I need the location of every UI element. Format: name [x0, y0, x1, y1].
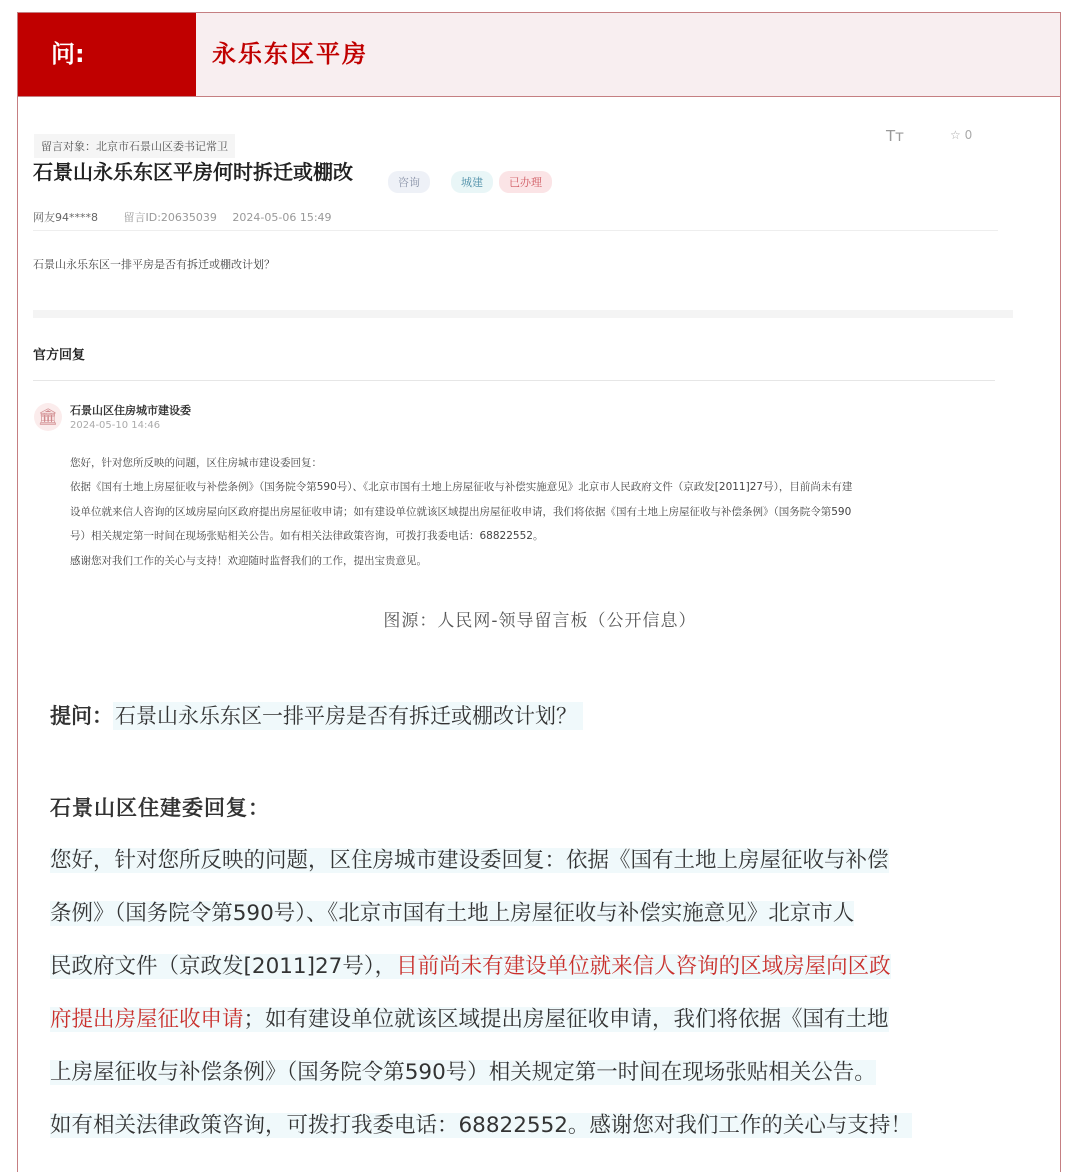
- favorite-button[interactable]: [950, 128, 972, 142]
- reply-body-text: ；如有建设单位就该区域提出房屋征收申请，我们将依据《国有土地: [243, 1007, 889, 1032]
- reply-highlight-text: 府提出房屋征收申请: [50, 1007, 244, 1032]
- favorite-count: 0: [964, 128, 973, 142]
- reply-body-line: [50, 940, 1030, 993]
- reply-body-text: 民政府文件（京政发[2011]27号），: [50, 954, 397, 979]
- question-quote: [50, 700, 583, 730]
- reply-body-text: 上房屋征收与补偿条例》（国务院令第590号）相关规定第一时间在现场张贴相关公告。: [50, 1060, 876, 1085]
- question-topic: 永乐东区平房: [196, 13, 1060, 96]
- divider: [33, 380, 995, 381]
- reply-line: 依据《国有土地上房屋征收与补偿条例》（国务院令第590号）、《北京市国有土地上房屋征收与补偿实施意见》北京市人民政府文件（京政发[2011]27号），目前尚未有建: [70, 481, 853, 494]
- tag-consult: 咨询: [388, 171, 430, 193]
- reply-body: [50, 834, 1030, 1152]
- reply-body-text: 您好，针对您所反映的问题，区住房城市建设委回复：依据《国有土地上房屋征收与补偿: [50, 848, 889, 873]
- message-meta: [33, 209, 332, 225]
- divider: [33, 230, 998, 231]
- reply-line: 感谢您对我们工作的关心与支持！欢迎随时监督我们的工作，提出宝贵意见。: [70, 554, 427, 567]
- font-size-icon[interactable]: Tт: [886, 127, 904, 145]
- reply-highlight-text: 目前尚未有建设单位就来信人咨询的区域房屋向区政: [396, 954, 891, 979]
- message-title: 石景山永乐东区平房何时拆迁或棚改: [33, 160, 353, 184]
- reply-body-line: [50, 993, 1030, 1046]
- reply-body-line: [50, 1099, 1030, 1152]
- question-header: [18, 13, 1060, 97]
- official-reply-text: [70, 451, 1005, 573]
- tag-status-handled: 已办理: [499, 171, 552, 193]
- message-user: 网友94****8: [33, 211, 98, 224]
- reply-time: 2024-05-10 14:46: [70, 420, 161, 431]
- section-separator: [33, 310, 1013, 318]
- question-quote-label: 提问：: [50, 704, 113, 728]
- question-label: 问:: [18, 13, 196, 96]
- reply-line: 设单位就来信人咨询的区域房屋向区政府提出房屋征收申请；如有建设单位就该区域提出房屋征收申请，我们将依据《国有土地上房屋征收与补偿条例》（国务院令第590: [70, 505, 852, 518]
- message-date: 2024-05-06 15:49: [232, 211, 332, 224]
- question-quote-text: 石景山永乐东区一排平房是否有拆迁或棚改计划？: [113, 702, 583, 730]
- reply-body-line: [50, 1046, 1030, 1099]
- government-building-icon: 🏛: [34, 403, 62, 431]
- reply-heading: 石景山区住建委回复：: [50, 796, 270, 820]
- message-id: 留言ID:20635039: [123, 211, 217, 224]
- reply-organization: 石景山区住房城市建设委: [70, 404, 191, 417]
- reply-line: 号）相关规定第一时间在现场张贴相关公告。如有相关法律政策咨询，可拨打我委电话：68822552。: [70, 530, 544, 543]
- reply-body-line: [50, 834, 1030, 887]
- tag-urban-construction: 城建: [451, 171, 493, 193]
- message-target: 留言对象：北京市石景山区委书记常卫: [34, 134, 235, 158]
- reply-body-text: 如有相关法律政策咨询，可拨打我委电话：68822552。感谢您对我们工作的关心与支持！: [50, 1113, 912, 1138]
- reply-body-line: [50, 887, 1030, 940]
- image-caption: 图源：人民网-领导留言板（公开信息）: [383, 611, 697, 631]
- star-outline-icon: ☆: [950, 128, 961, 142]
- reply-line: 您好，针对您所反映的问题，区住房城市建设委回复：: [70, 457, 322, 469]
- reply-body-text: 条例》（国务院令第590号）、《北京市国有土地上房屋征收与补偿实施意见》北京市人: [50, 901, 855, 926]
- message-body: 石景山永乐东区一排平房是否有拆迁或棚改计划？: [33, 258, 275, 271]
- official-reply-heading: 官方回复: [33, 348, 86, 363]
